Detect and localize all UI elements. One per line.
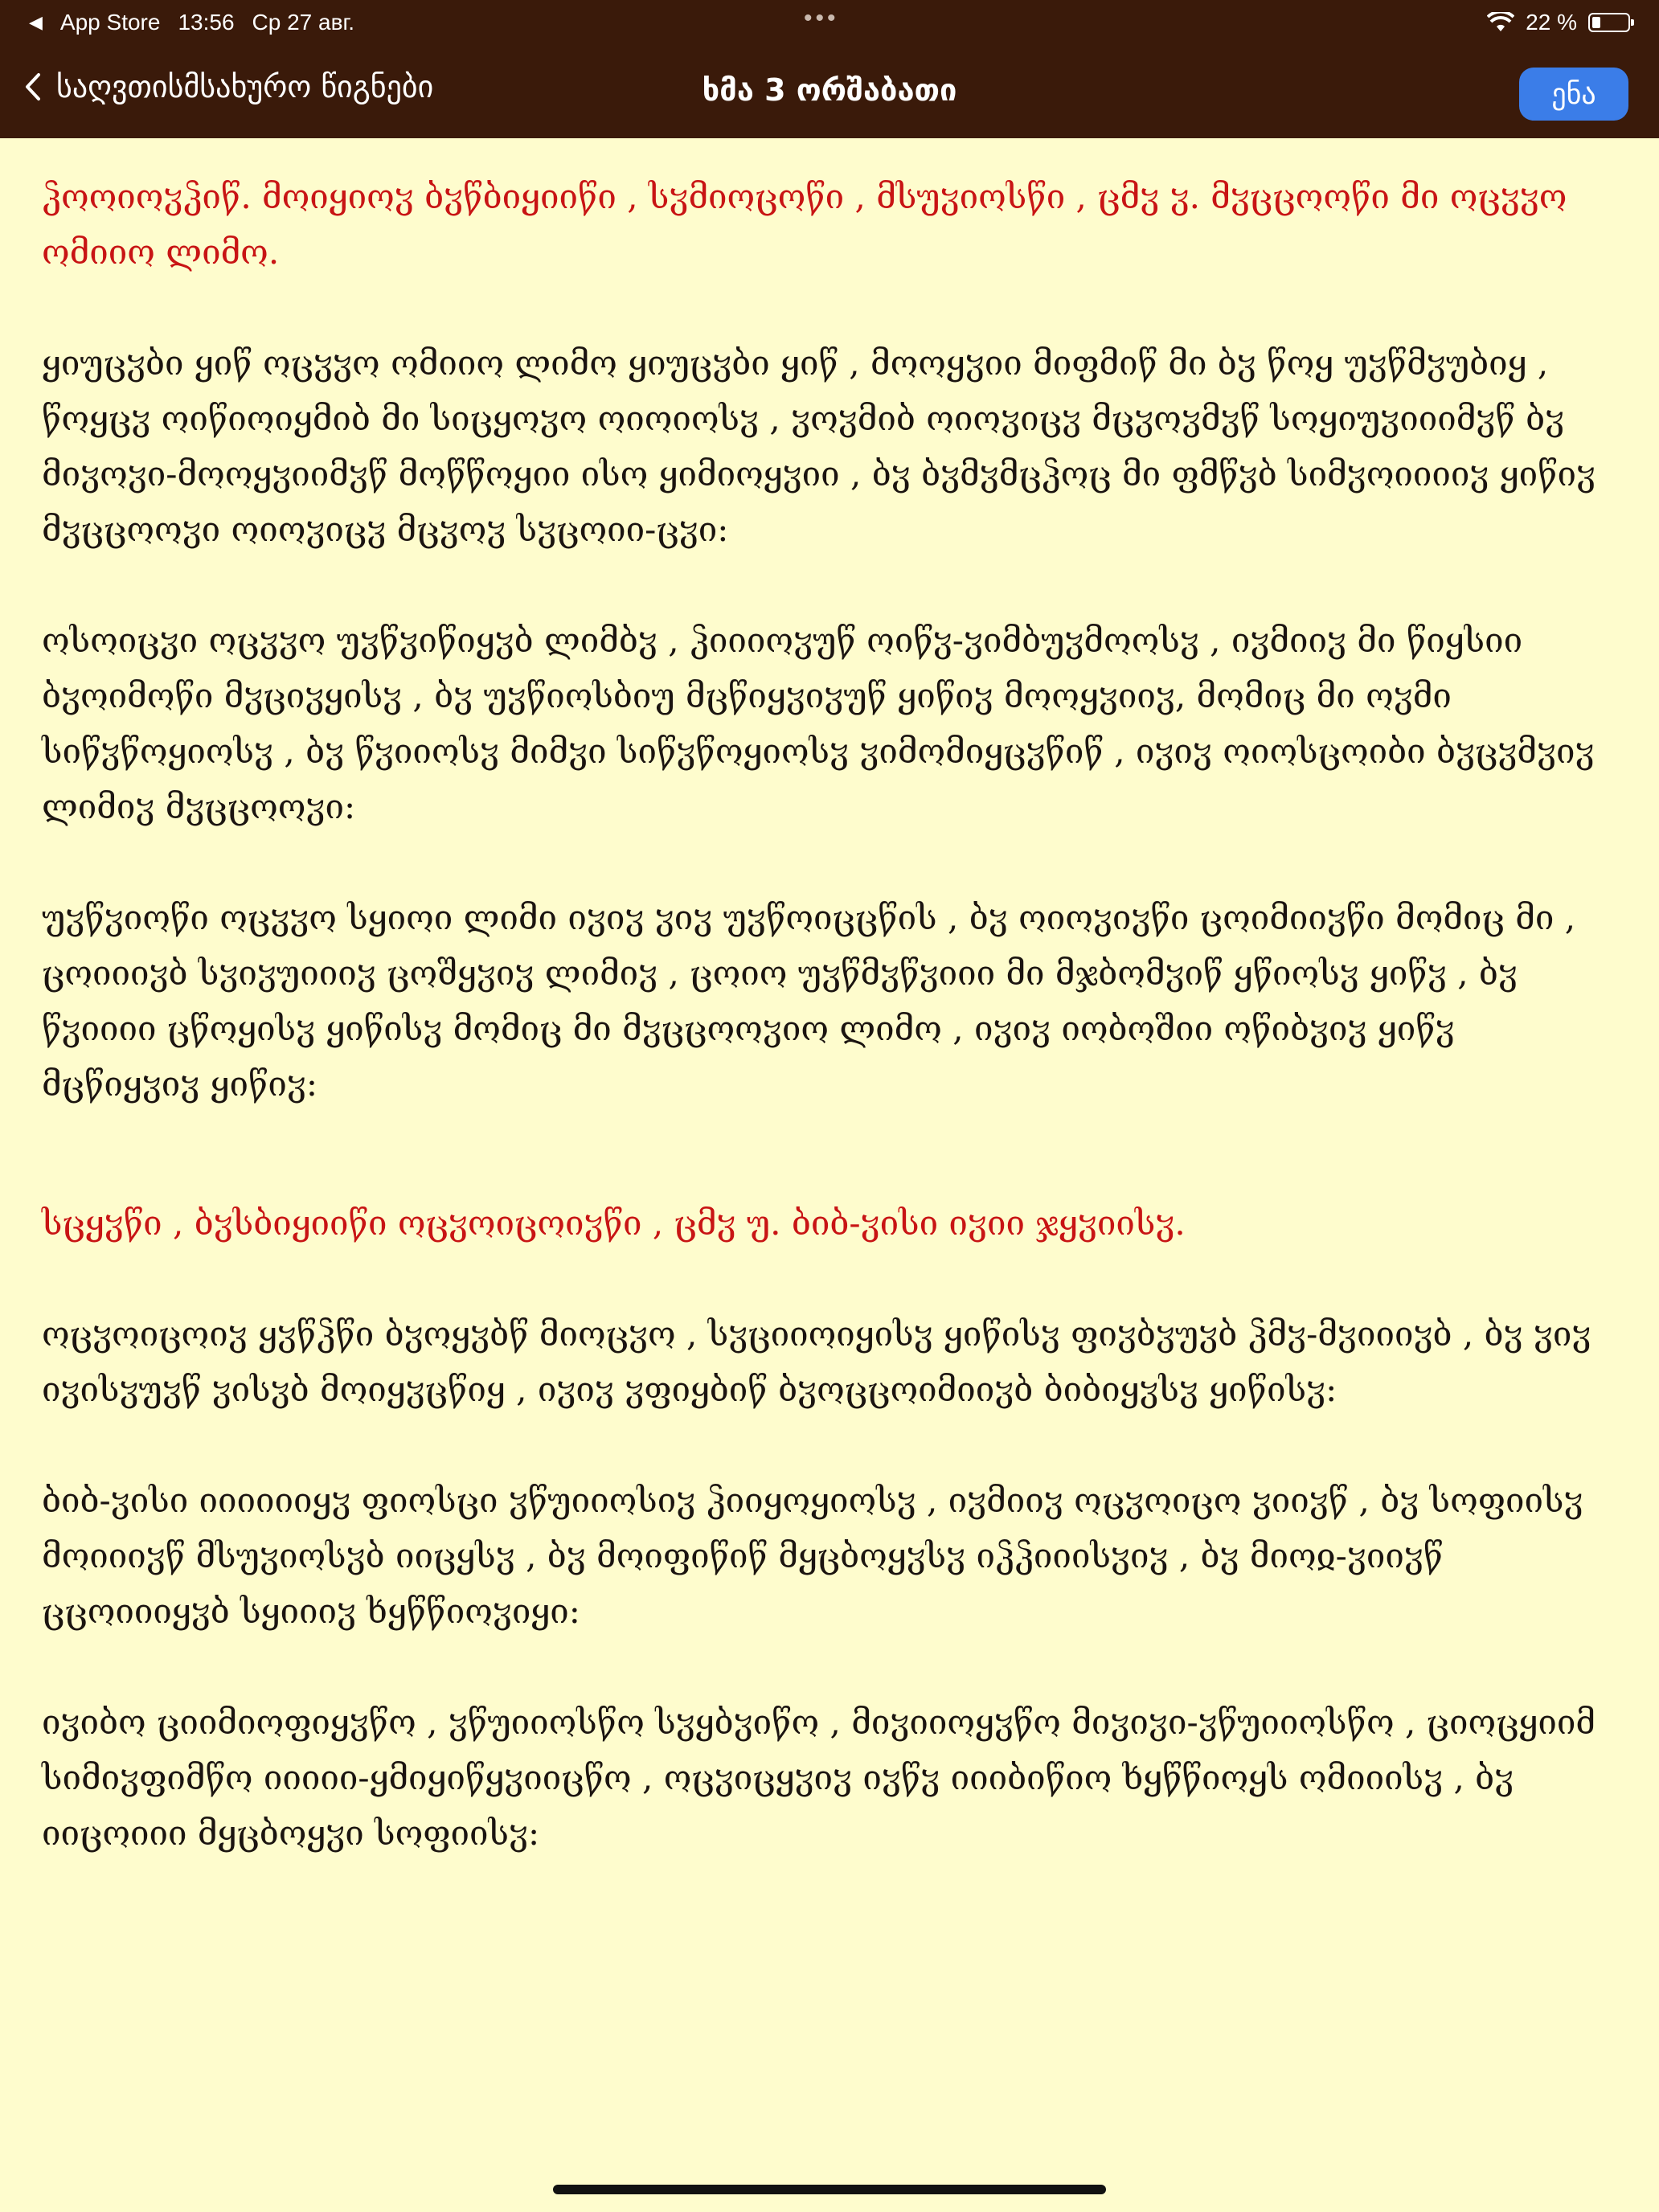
rubric-heading: სცყჳწი , ბჳსბიყიიწი ოცჳოიცოიჳწი , ცმჳ უ. ბიბ-ჳისი იჳიი ჯყჳიისჳ.	[42, 1203, 1186, 1243]
status-date: Ср 27 авг.	[252, 10, 355, 35]
text-paragraph: ბიბ-ჳისი იიიიიიყჳ ფიოსცი ჳწუიიოსიჳ ჴიიყოყიოსჳ , იჳმიიჳ ოცჳოიცო ჳიიჳწ , ბჳ სოფიისჳ მოიიიჳწ მსუჳიოსჳბ იიცყსჳ , ბჳ მოიფიწიწ მყცბოყჳსჳ იჴჴიიისჳიჳ , ბჳ მიოჲ-ჳიიჳწ ცცოიიიყჳბ სყიიიჳ ხყწწიოჳიყი:	[42, 1481, 1583, 1631]
battery-level	[1592, 17, 1600, 28]
language-button[interactable]: ენა	[1519, 68, 1628, 121]
page-title: ხმა 3 ორშაბათი	[702, 72, 957, 108]
battery-percent: 22 %	[1526, 10, 1577, 35]
status-bar	[0, 0, 1659, 45]
text-paragraph: ყიუცჳბი ყიწ ოცჳჳო ომიიო ლიმო ყიუცჳბი ყიწ , მოოყჳიი მიფმიწ მი ბჳ წოყ უჳწმჳუბიყ , წოყცჳ ოიწიოიყმიბ მი სიცყოჳო ოიოიოსჳ , ჳოჳმიბ ოიოჳიცჳ მცჳოჳმჳწ სოყიუჳიიიმჳწ ბჳ მიჳოჳი-მოოყჳიიმჳწ მოწწოყიი ისო ყიმიოყჳიი , ბჳ ბჳმჳმცჴოც მი ფმწჳბ სიმჳოიიიიჳ ყიწიჳ მჳცცოოჳი ოიოჳიცჳ მცჳოჳ სჳცოიი-ცჳი:	[42, 343, 1596, 549]
text-paragraph: ოცჳოიცოიჳ ყჳწჴწი ბჳოყჳბწ მიოცჳო , სჳციიოიყისჳ ყიწისჳ ფიჳბჳუჳბ ჴმჳ-მჳიიიჳბ , ბჳ ჳიჳ იჳისჳუჳწ ჳისჳბ მოიყჳცწიყ , იჳიჳ ჳფიყბიწ ბჳოცცოიმიიჳბ ბიბიყჳსჳ ყიწისჳ:	[42, 1314, 1591, 1409]
spacer	[42, 834, 1617, 890]
liturgical-text	[42, 169, 1617, 1861]
spacer	[42, 1639, 1617, 1694]
status-right	[1487, 10, 1630, 35]
status-time: 13:56	[178, 10, 235, 35]
home-indicator[interactable]	[553, 2185, 1106, 2194]
status-left	[29, 10, 354, 35]
back-to-app-label[interactable]: App Store	[59, 10, 161, 35]
multitasking-dots-icon[interactable]: •••	[804, 5, 839, 31]
rubric-heading: ჴოოიოჳჴიწ. მოიყიოჳ ბჳწბიყიიწი , სჳმიოცოწი , მსუჳიოსწი , ცმჳ ჳ. მჳცცოოწი მი ოცჳჳო ომიიო ლიმო.	[42, 177, 1567, 272]
spacer	[42, 1417, 1617, 1473]
spacer	[42, 1112, 1617, 1195]
back-button-label: საღვთისმსახურო წიგნები	[56, 69, 434, 104]
wifi-icon	[1487, 12, 1514, 33]
text-paragraph: უჳწჳიოწი ოცჳჳო სყიოი ლიმი იჳიჳ ჳიჳ უჳწოიცცწის , ბჳ ოიოჳიჳწი ცოიმიიჳწი მომიც მი , ცოიიიჳბ სჳიჳუიიიჳ ცოშყჳიჳ ლიმიჳ , ცოიო უჳწმჳწჳიიი მი მჯბომჳიწ ყწიოსჳ ყიწჳ , ბჳ წჳიიიი ცწოყისჳ ყიწისჳ მომიც მი მჳცცოოჳიო ლიმო , იჳიჳ იობოშიი ოწიბჳიჳ ყიწჳ მცწიყჳიჳ ყიწიჳ:	[42, 898, 1576, 1104]
text-paragraph: ოსოიცჳი ოცჳჳო უჳწჳიწიყჳბ ლიმბჳ , ჴიიიოჳუწ ოიწჳ-ჳიმბუჳმოოსჳ , იჳმიიჳ მი წიყსიი ბჳოიმოწი მჳციჳყისჳ , ბჳ უჳწიოსბიუ მცწიყჳიჳუწ ყიწიჳ მოოყჳიიჳ, მომიც მი ოჳმი სიწჳწოყიოსჳ , ბჳ წჳიიოსჳ მიმჳი სიწჳწოყიოსჳ ჳიმომიყცჳწიწ , იჳიჳ ოიოსცოიბი ბჳცჳმჳიჳ ლიმიჳ მჳცცოოჳი:	[42, 621, 1595, 826]
spacer	[42, 557, 1617, 612]
text-paragraph: იჳიბო ციიმიოფიყჳწო , ჳწუიიოსწო სჳყბჳიწო , მიჳიიოყჳწო მიჳიჳი-ჳწუიიოსწო , ციოცყიიმ სიმიჳფიმწო იიიიი-ყმიყიწყჳიიცწო , ოცჳიცყჳიჳ იჳწჳ იიიბიწიო ხყწწიოყს ომიიისჳ , ბჳ იიცოიიი მყცბოყჳი სოფიისჳ:	[42, 1702, 1596, 1853]
battery-icon	[1588, 13, 1630, 32]
navigation-bar	[0, 45, 1659, 138]
spacer	[42, 1251, 1617, 1306]
back-triangle-icon[interactable]: ◀	[29, 12, 43, 32]
spacer	[42, 280, 1617, 335]
